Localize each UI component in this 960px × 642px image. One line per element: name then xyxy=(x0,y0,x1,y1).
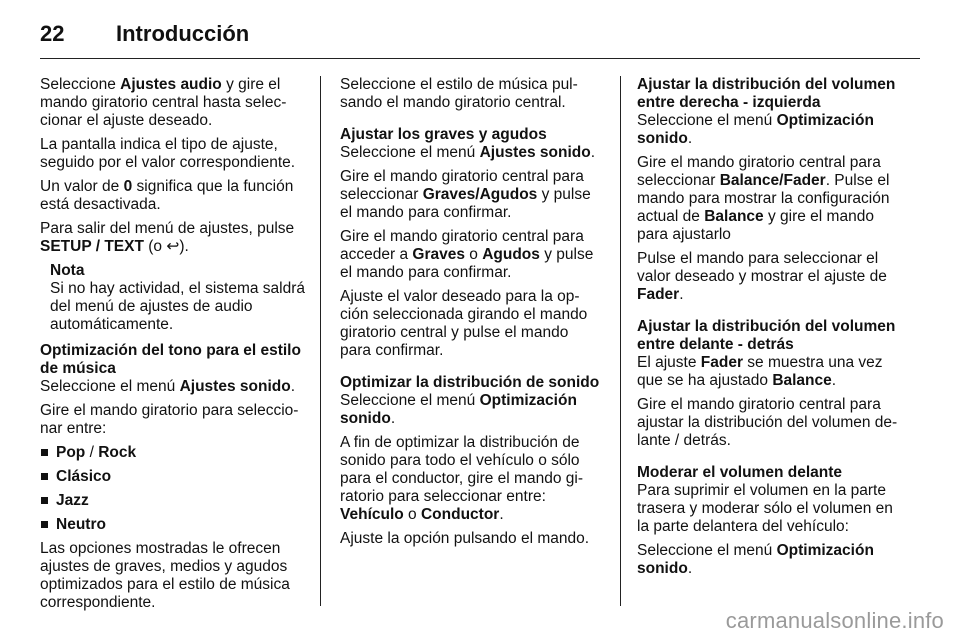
text: y pulse el mando para confirmar. xyxy=(340,246,594,281)
square-bullet-icon xyxy=(41,449,48,456)
menu-term: Optimización sonido xyxy=(637,542,874,577)
paragraph xyxy=(40,178,310,214)
text: A fin de optimizar la distribución de sonido para todo el vehículo o sólo para el conductor, gire el mando giratorio para seleccionar entre: xyxy=(340,434,583,505)
text: (o xyxy=(143,238,167,255)
text: ). xyxy=(179,238,189,255)
text: . xyxy=(290,378,296,395)
text: El ajuste xyxy=(637,354,701,371)
page-title: Introducción xyxy=(116,21,250,46)
paragraph xyxy=(340,392,602,428)
text: y gire el mando para ajustarlo xyxy=(637,208,874,243)
list-item xyxy=(40,468,310,486)
menu-term: Fader xyxy=(637,286,680,303)
square-bullet-icon xyxy=(41,473,48,480)
text: . xyxy=(679,286,684,303)
menu-term: Balance xyxy=(704,208,764,225)
note-title: Nota xyxy=(50,262,85,279)
paragraph: Para suprimir el volumen en la parte trasera y moderar sólo el volumen en la parte delantera del vehículo: xyxy=(637,482,893,535)
paragraph xyxy=(637,354,905,390)
column-3 xyxy=(637,76,905,584)
paragraph: Gire el mando giratorio para seleccionar entre: xyxy=(40,402,299,437)
section-heading: Optimización del tono para el estilo de música xyxy=(40,342,301,377)
menu-term: Optimización sonido xyxy=(340,392,577,427)
text: Gire el mando giratorio central para acceder a xyxy=(340,228,584,263)
menu-term: Agudos xyxy=(482,246,540,263)
paragraph xyxy=(340,434,602,524)
text: Seleccione el menú xyxy=(340,392,480,409)
list-item xyxy=(40,492,310,510)
paragraph: Ajuste la opción pulsando el mando. xyxy=(340,530,590,547)
list-item xyxy=(40,444,310,462)
menu-term: Fader xyxy=(700,354,743,371)
menu-term: Conductor xyxy=(420,506,500,523)
square-bullet-icon xyxy=(41,521,48,528)
section-heading: Moderar el volumen delante xyxy=(637,464,842,481)
paragraph: Gire el mando giratorio central para ajustar la distribución del volumen delante / detrás. xyxy=(637,396,898,449)
text: Un valor de xyxy=(40,178,124,195)
menu-term: Vehículo xyxy=(340,506,404,523)
section-heading: Optimizar la distribución de sonido xyxy=(340,374,600,391)
text: . xyxy=(687,130,693,147)
list-item-label: Rock xyxy=(98,444,137,461)
menu-term: Optimización sonido xyxy=(637,112,874,147)
paragraph xyxy=(40,378,310,396)
section-heading: Ajustar los graves y agudos xyxy=(340,126,547,143)
paragraph xyxy=(340,168,602,222)
text: Para salir del menú de ajustes, pulse xyxy=(40,220,295,237)
square-bullet-icon xyxy=(41,497,48,504)
text: Seleccione el menú xyxy=(637,542,777,559)
separator: / xyxy=(85,444,99,461)
list-item-label: Clásico xyxy=(56,468,112,485)
music-style-list xyxy=(40,444,310,534)
column-divider-1 xyxy=(320,76,321,606)
column-1 xyxy=(40,76,310,618)
menu-term: Ajustes audio xyxy=(120,76,222,93)
menu-term: Graves xyxy=(412,246,465,263)
button-term: SETUP / TEXT xyxy=(40,238,144,255)
column-divider-2 xyxy=(620,76,621,606)
paragraph: La pantalla indica el tipo de ajuste, seguido por el valor correspondiente. xyxy=(40,136,296,171)
header-rule xyxy=(40,58,920,59)
paragraph: Ajuste el valor deseado para la opción seleccionada girando el mando giratorio central y pulse el mando para confirmar. xyxy=(340,288,588,359)
text: Seleccione el menú xyxy=(40,378,180,395)
paragraph: Las opciones mostradas le ofrecen ajustes de graves, medios y agudos optimizados para el estilo de música correspondiente. xyxy=(40,540,290,611)
paragraph xyxy=(637,154,905,244)
page-header xyxy=(40,14,920,54)
note-box xyxy=(50,262,310,334)
list-item xyxy=(40,516,310,534)
paragraph xyxy=(340,228,602,282)
paragraph xyxy=(637,112,905,148)
text: Pulse el mando para seleccionar el valor deseado y mostrar el ajuste de xyxy=(637,250,887,285)
text: Gire el mando giratorio central para seleccionar xyxy=(637,154,881,189)
text: significa que la función está desactivada. xyxy=(40,178,294,213)
text: . xyxy=(590,144,596,161)
text: . xyxy=(390,410,396,427)
note-text: Si no hay actividad, el sistema saldrá del menú de ajustes de audio automáticamente. xyxy=(50,280,306,333)
paragraph xyxy=(40,76,310,130)
paragraph xyxy=(340,144,602,162)
text: . xyxy=(687,560,693,577)
menu-term: Balance xyxy=(772,372,832,389)
text: Gire el mando giratorio central para seleccionar xyxy=(340,168,584,203)
text: Seleccione xyxy=(40,76,121,93)
watermark: carmanualsonline.info xyxy=(725,608,944,633)
menu-term: Graves/Agudos xyxy=(422,186,538,203)
column-2 xyxy=(340,76,602,554)
menu-term: Ajustes sonido xyxy=(479,144,591,161)
paragraph xyxy=(637,250,905,304)
section-heading: Ajustar la distribución del volumen entre delante - detrás xyxy=(637,318,896,353)
text: . xyxy=(831,372,837,389)
menu-term: Balance/Fader xyxy=(719,172,826,189)
list-item-label: Pop xyxy=(56,444,86,461)
paragraph xyxy=(637,542,905,578)
text: Seleccione el menú xyxy=(637,112,777,129)
text: y gire el mando giratorio central hasta seleccionar el ajuste deseado. xyxy=(40,76,287,129)
text: o xyxy=(464,246,483,263)
text: se muestra una vez que se ha ajustado xyxy=(637,354,883,389)
list-item-label: Jazz xyxy=(56,492,89,509)
text: o xyxy=(403,506,421,523)
paragraph: Seleccione el estilo de música pulsando el mando giratorio central. xyxy=(340,76,578,111)
value-term: 0 xyxy=(123,178,133,195)
text: y pulse el mando para confirmar. xyxy=(340,186,591,221)
page-number: 22 xyxy=(40,21,65,46)
text: . Pulse el mando para mostrar la configuración actual de xyxy=(637,172,890,225)
list-item-label: Neutro xyxy=(56,516,106,533)
text: . xyxy=(499,506,504,523)
paragraph xyxy=(40,220,310,256)
menu-term: Ajustes sonido xyxy=(179,378,291,395)
text: Seleccione el menú xyxy=(340,144,480,161)
section-heading: Ajustar la distribución del volumen entre derecha - izquierda xyxy=(637,76,896,111)
back-arrow-icon: ↩ xyxy=(166,238,180,255)
